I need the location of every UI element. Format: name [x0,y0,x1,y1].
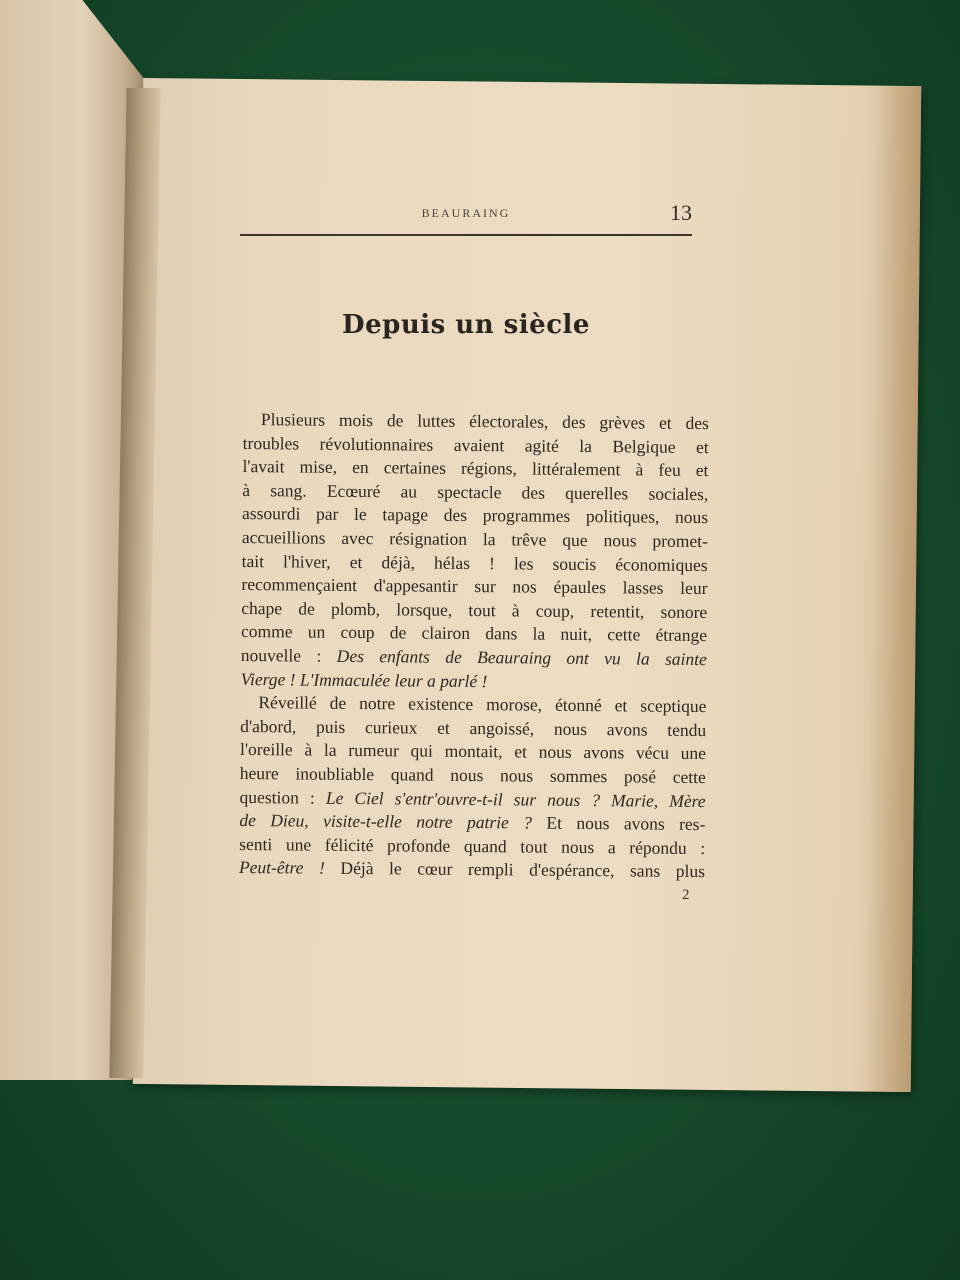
text-line: heure inoubliable quand nous nous sommes posé cette [239,762,706,787]
text-line: l'avait mise, en certaines régions, littéralement à feu et [242,456,709,481]
text-line: Réveillé de notre existence morose, étonné et sceptique [258,692,707,717]
text-line: Plusieurs mois de luttes électorales, des grèves et des [260,409,709,434]
page-number: 13 [670,200,692,225]
text-line [241,644,707,672]
italic-quote: Vierge ! L'Immaculée leur a parlé ! [240,668,488,691]
text-line: recommençaient d'appesantir sur nos épaules lasses leur [241,574,708,599]
italic-quote: Des enfants de Beauraing ont vu la sainte [336,645,707,669]
italic-quote: Le Ciel s'entr'ouvre-t-il sur nous ? Marie, Mère [325,787,706,811]
italic-quote: de Dieu, visite-t-elle notre patrie ? [239,810,533,833]
text-run: Et nous avons res- [531,812,706,835]
text-line: assourdi par le tapage des programmes politiques, nous [241,503,709,528]
text-run: Déjà le cœur rempli d'espérance, sans plus [324,858,706,882]
running-head [240,202,692,236]
text-line: à sang. Ecœuré au spectacle des querelles sociales, [242,479,709,504]
text-line: accueillions avec résignation la trêve que nous promet- [241,526,708,552]
text-line [239,809,705,837]
chapter-title: Depuis un siècle [342,310,590,340]
text-run: nouvelle : [240,644,337,666]
text-line: chape de plomb, lorsque, tout à coup, retentit, sonore [241,597,708,622]
running-title: BEAURAING [421,206,511,220]
text-line: l'oreille à la rumeur qui montait, et nous avons vécu une [239,739,707,764]
body-text [239,408,709,884]
text-run: question : [239,786,327,808]
text-line: tait l'hiver, et déjà, hélas ! les soucis économiques [241,550,708,575]
text-line: senti une félicité profonde quand tout nous a répondu : [239,833,706,858]
italic-quote: Peut-être ! [238,857,325,879]
text-line: comme un coup de clairon dans la nuit, cette étrange [240,621,708,646]
signature-mark: 2 [682,887,690,903]
text-line: troubles révolutionnaires avaient agité la Belgique et [242,432,709,457]
text-line [239,856,705,884]
text-line: d'abord, puis curieux et angoissé, nous avons tendu [240,715,707,740]
